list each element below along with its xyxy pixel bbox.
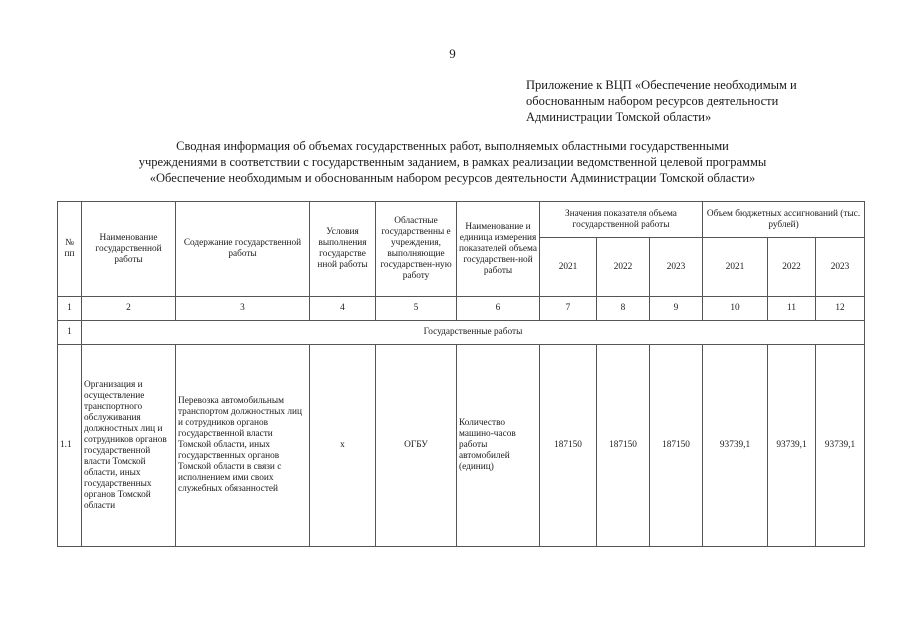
appendix-line: обоснованным набором ресурсов деятельности: [526, 94, 779, 108]
header-year: 2023: [816, 238, 865, 297]
row-content: Перевозка автомобильным транспортом должностных лиц и сотрудников органов государственной власти Томской области, иных государственных органов Томской области в связи с исполнением ими своих служебных обязанностей: [176, 345, 310, 547]
table-row: [58, 345, 865, 547]
header-conditions: Условия выполнения государстве нной работы: [310, 202, 376, 297]
row-value-2023: 187150: [650, 345, 703, 547]
column-number: 11: [768, 297, 816, 321]
heading-line: учреждениями в соответствии с государственным заданием, в рамках реализации ведомственной целевой программы: [138, 155, 767, 169]
heading-line: Сводная информация об объемах государственных работ, выполняемых областными государственными: [176, 139, 729, 153]
header-num: № пп: [58, 202, 82, 297]
column-number: 8: [597, 297, 650, 321]
column-number: 9: [650, 297, 703, 321]
column-number: 5: [376, 297, 457, 321]
header-institutions: Областные государственны е учреждения, выполняющие государствен-ную работу: [376, 202, 457, 297]
header-year: 2021: [703, 238, 768, 297]
column-number: 3: [176, 297, 310, 321]
header-budget: Объем бюджетных ассигнований (тыс. рублей): [703, 202, 865, 238]
document-heading: [60, 138, 845, 186]
row-work-name: Организация и осуществление транспортного обслуживания должностных лиц и сотрудников органов государственной власти Томской области, иных государственных органов Томской области: [82, 345, 176, 547]
appendix-line: Приложение к ВЦП «Обеспечение необходимым и: [526, 78, 797, 92]
row-indicator: Количество машино-часов работы автомобилей (единиц): [457, 345, 540, 547]
column-number: 12: [816, 297, 865, 321]
header-work-name: Наименование государственной работы: [82, 202, 176, 297]
appendix-line: Администрации Томской области»: [526, 110, 712, 124]
header-year: 2022: [597, 238, 650, 297]
column-number: 10: [703, 297, 768, 321]
column-number: 7: [540, 297, 597, 321]
heading-line: «Обеспечение необходимым и обоснованным набором ресурсов деятельности Администрации Томской области»: [149, 171, 756, 185]
page-number: 9: [449, 46, 456, 61]
header-indicator: Наименование и единица измерения показателей объема государствен-ной работы: [457, 202, 540, 297]
column-number: 2: [82, 297, 176, 321]
summary-table: [57, 201, 865, 547]
column-number: 6: [457, 297, 540, 321]
row-num: 1.1: [58, 345, 82, 547]
row-value-2022: 187150: [597, 345, 650, 547]
row-value-2021: 187150: [540, 345, 597, 547]
header-year: 2023: [650, 238, 703, 297]
section-title: Государственные работы: [82, 321, 865, 345]
column-number: 1: [58, 297, 82, 321]
appendix-note: [526, 77, 866, 125]
row-budget-2023: 93739,1: [816, 345, 865, 547]
header-content: Содержание государственной работы: [176, 202, 310, 297]
header-indicator-values: Значения показателя объема государственной работы: [540, 202, 703, 238]
header-year: 2021: [540, 238, 597, 297]
section-num: 1: [58, 321, 82, 345]
row-budget-2022: 93739,1: [768, 345, 816, 547]
row-budget-2021: 93739,1: [703, 345, 768, 547]
column-number: 4: [310, 297, 376, 321]
row-institution: ОГБУ: [376, 345, 457, 547]
row-conditions: х: [310, 345, 376, 547]
header-year: 2022: [768, 238, 816, 297]
